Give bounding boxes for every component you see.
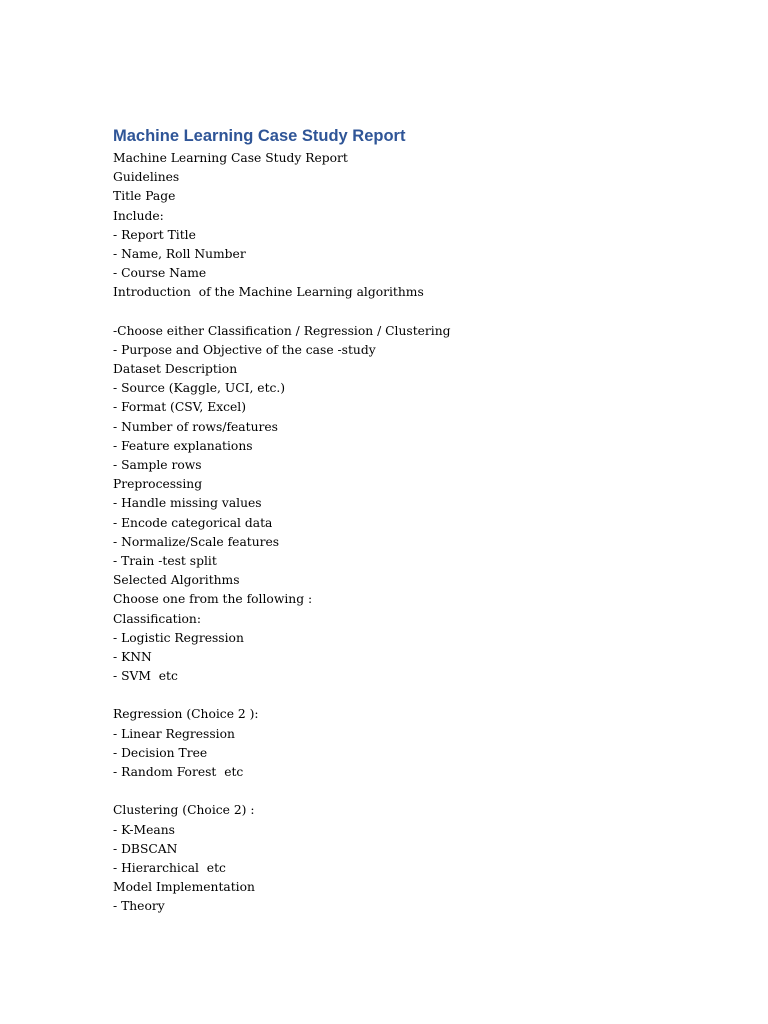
document-line: - Course Name xyxy=(113,266,207,281)
document-line: Classification: xyxy=(113,611,201,626)
document-line: Machine Learning Case Study Report xyxy=(113,151,348,165)
document-body xyxy=(113,124,713,917)
document-heading: Machine Learning Case Study Report xyxy=(113,127,406,145)
document-line: Choose one from the following : xyxy=(113,592,313,607)
blank-line xyxy=(113,782,713,801)
document-line: - Theory xyxy=(113,899,165,914)
document-line: - Sample rows xyxy=(113,458,202,472)
document-line: - Name, Roll Number xyxy=(113,246,246,261)
document-line: - Encode categorical data xyxy=(113,515,273,530)
document-line: Selected Algorithms xyxy=(113,573,240,588)
document-line: Guidelines xyxy=(113,170,180,185)
document-line: Introduction of the Machine Learning algorithms xyxy=(113,285,424,300)
blank-line xyxy=(113,303,713,322)
document-lines xyxy=(113,149,713,917)
document-line: Model Implementation xyxy=(113,880,255,895)
blank-line xyxy=(113,686,713,705)
document-line: Regression (Choice 2 ): xyxy=(113,707,259,722)
document-line: Include: xyxy=(113,208,164,223)
document-line: - Hierarchical etc xyxy=(113,860,226,875)
document-line: - Train -test split xyxy=(113,553,217,568)
document-line: Title Page xyxy=(113,189,176,204)
document-line: - Source (Kaggle, UCI, etc.) xyxy=(113,381,286,396)
document-line: - Format (CSV, Excel) xyxy=(113,400,247,415)
document-line: Preprocessing xyxy=(113,477,203,492)
document-line: -Choose either Classification / Regression / Clustering xyxy=(113,323,451,338)
document-line: - KNN xyxy=(113,649,152,664)
document-line: - SVM etc xyxy=(113,669,178,684)
document-line: - Handle missing values xyxy=(113,496,262,511)
document-line: - Report Title xyxy=(113,227,196,242)
document-line: - Purpose and Objective of the case -study xyxy=(113,342,376,357)
document-line: - Decision Tree xyxy=(113,745,208,760)
document-line: - Random Forest etc xyxy=(113,765,244,779)
document-line: - Feature explanations xyxy=(113,438,253,453)
document-line: Dataset Description xyxy=(113,362,238,377)
document-line: - Number of rows/features xyxy=(113,419,278,434)
document-line: - Linear Regression xyxy=(113,726,235,741)
document-line: Clustering (Choice 2) : xyxy=(113,803,255,818)
document-line: - K-Means xyxy=(113,822,175,837)
document-line: - Normalize/Scale features xyxy=(113,534,280,549)
document-line: - Logistic Regression xyxy=(113,630,244,645)
document-line: - DBSCAN xyxy=(113,841,178,856)
